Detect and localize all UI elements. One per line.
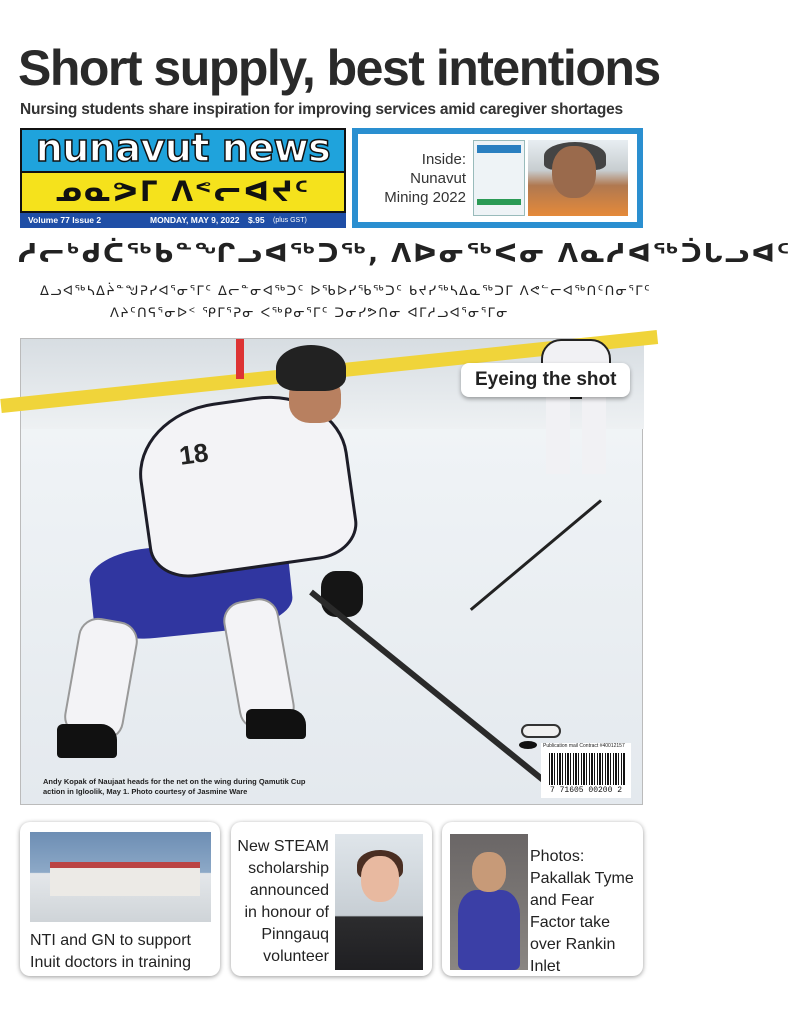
issue-date: MONDAY, MAY 9, 2022 xyxy=(150,215,240,225)
stick-blade xyxy=(521,724,561,738)
mining-magazine-thumbnail xyxy=(473,140,525,216)
story-card-steam-scholarship[interactable] xyxy=(231,822,432,976)
masthead-name: nunavut news xyxy=(35,126,331,170)
inside-topic-year: Mining 2022 xyxy=(384,189,466,206)
syllabics-headline: ᓱᓕᒃᑯᑖᖅᑲᓐᖏᓗᐊᖅᑐᖅ, ᐱᐅᓂᖅᐸᓂ ᐱᓇᓱᐊᖅᑑᒐᓗᐊᑦ xyxy=(18,239,791,269)
hockey-player xyxy=(51,339,381,806)
barcode-number: 7 71605 00200 2 xyxy=(549,786,622,795)
story-card-title: New STEAM scholarship announced in honour of Pinngauq volunteer xyxy=(237,838,329,965)
inside-promo[interactable] xyxy=(352,128,643,228)
headline: Short supply, best intentions xyxy=(18,40,660,96)
background-player-stick xyxy=(470,499,602,611)
barcode-bars xyxy=(549,753,625,785)
barcode xyxy=(541,743,631,798)
syllabics-subhead-line-2: ᐱᔨᑦᑎᕋᕐᓂᐅᑉ ᕿᒥᕐᕈᓂ ᐸᖅᑭᓂᕐᒥᑦ ᑐᓂᓯᕗᑎᓂ ᐊᒥᓱᓗᐊᕐᓂᕐᒥᓂ xyxy=(110,306,509,321)
hockey-photo[interactable] xyxy=(20,338,643,805)
player-helmet xyxy=(276,345,346,391)
inside-topic: Nunavut xyxy=(410,170,466,187)
jersey-number: 18 xyxy=(177,437,211,471)
masthead-info-bar xyxy=(20,213,346,228)
performer-face xyxy=(472,852,506,892)
story-card-title: Photos: Pakallak Tyme and Fear Factor take over Rankin Inlet xyxy=(530,848,634,975)
story-card-title: NTI and GN to support Inuit doctors in training xyxy=(30,932,191,971)
barcode-header: Publication mail Contract #40012157 xyxy=(543,743,625,749)
player-glove xyxy=(321,571,363,617)
building-photo xyxy=(30,832,211,922)
masthead-syllabics-bar xyxy=(20,173,346,213)
subheadline: Nursing students share inspiration for improving services amid caregiver shortages xyxy=(20,101,623,118)
photo-tag: Eyeing the shot xyxy=(461,363,630,397)
player-left-skate xyxy=(57,724,117,758)
masthead[interactable] xyxy=(20,128,346,228)
issue-price: $.95 xyxy=(248,215,265,225)
hockey-puck xyxy=(519,741,537,749)
inside-promo-text xyxy=(366,150,466,207)
masthead-syllabics: ᓄᓇᕗᒥ ᐱᕝᓕᐊᔪᑦ xyxy=(55,175,311,208)
player-right-skate xyxy=(246,709,306,739)
portrait-face xyxy=(361,856,399,902)
inside-label: Inside: xyxy=(421,151,466,168)
thumbnail-footer xyxy=(477,199,521,205)
story-card-nti-gn[interactable] xyxy=(20,822,220,976)
syllabics-subhead-line-1: ᐃᓗᐊᖅᓴᐃᔩᓐᖑᕈᓯᐊᕐᓂᕐᒥᑦ ᐃᓕᓐᓂᐊᖅᑐᑦ ᐅᖃᐅᓯᖃᖅᑐᑦ ᑲᔪᓯᖅᓴᐃᓇᖅᑐᒥ ᐱᕙᓪᓕᐊᖅᑎᑦᑎᓂᕐᒥᑦ xyxy=(40,284,652,299)
inside-promo-photo xyxy=(528,140,628,216)
masthead-name-bar xyxy=(20,128,346,173)
issue-price-note: (plus GST) xyxy=(273,217,307,224)
thumbnail-banner xyxy=(477,145,521,153)
photo-caption: Andy Kopak of Naujaat heads for the net on the wing during Qamutik Cup action in Igloolik, May 1. Photo courtesy of Jasmine Ware xyxy=(43,777,306,796)
portrait-face xyxy=(552,146,596,198)
volunteer-portrait xyxy=(335,834,423,970)
performer-photo xyxy=(450,834,528,970)
background-player-legs xyxy=(546,394,606,474)
building-shape xyxy=(50,862,200,896)
story-card-rankin-inlet-photos[interactable] xyxy=(442,822,643,976)
performer-coat xyxy=(458,890,520,970)
inside-promo-panel xyxy=(358,134,637,222)
issue-volume: Volume 77 Issue 2 xyxy=(28,215,102,225)
